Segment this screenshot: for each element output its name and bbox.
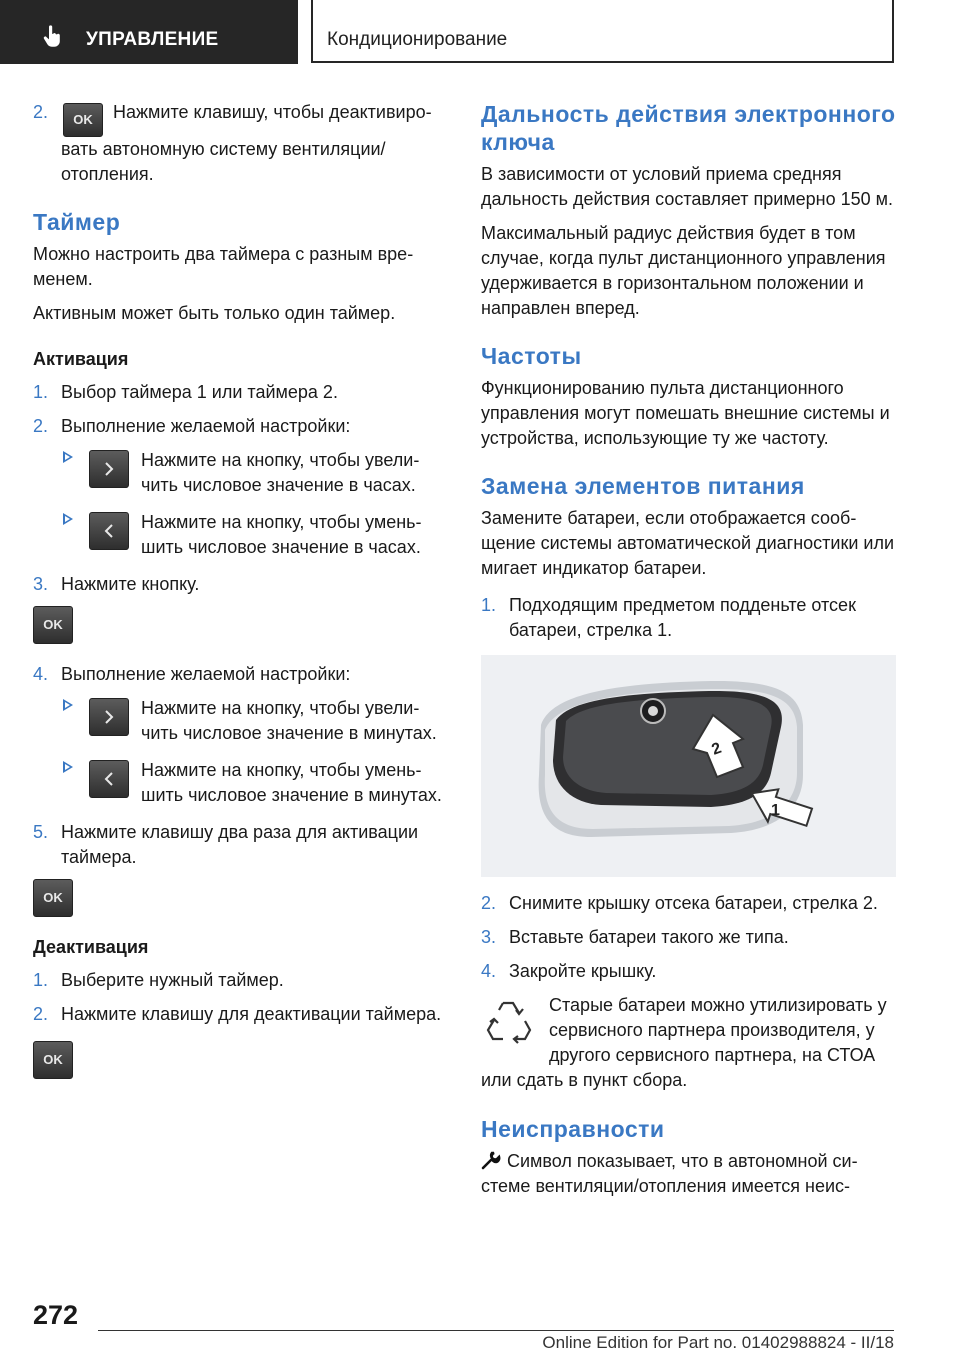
step-number: 3. xyxy=(33,573,49,594)
page-number: 272 xyxy=(33,1300,79,1330)
heading-frequencies: Частоты xyxy=(481,343,582,369)
substep-text: Нажмите на кнопку, чтобы уменьшить числовое значение в часах. xyxy=(141,511,422,557)
substep-text: Нажмите на кнопку, чтобы увеличить числовое значение в минутах. xyxy=(141,697,437,743)
deactivation-step-1 xyxy=(33,968,443,993)
battery-step-4 xyxy=(481,959,896,984)
bullet-triangle-icon xyxy=(63,513,73,525)
heading-faults: Неисправности xyxy=(481,1116,665,1142)
arrow-label-1: 1 xyxy=(771,802,780,819)
recycle-text: Старые батареи можно утилизировать у сервисного партнера производителя, у другого сервисного партнера, на СТОА или сдать в пункт сбора. xyxy=(481,995,887,1090)
timer-paragraph-1: Можно настроить два таймера с разным временем. xyxy=(33,243,414,289)
key-fob-image xyxy=(481,655,896,877)
heading-deactivation: Деактивация xyxy=(33,936,149,957)
heading-key-range: Дальность действия электронного ключа xyxy=(481,101,896,155)
activation-step-4a xyxy=(33,696,443,746)
ok-button-icon: OK xyxy=(63,103,103,137)
step-text: Выполнение желаемой настройки: xyxy=(61,415,351,436)
activation-step-2 xyxy=(33,414,443,439)
step-number: 4. xyxy=(33,663,49,684)
battery-paragraph-1: Замените батареи, если отображается сообщение системы автоматической диагностики или мигает индикатор батареи. xyxy=(481,508,895,578)
step-number: 2. xyxy=(33,415,49,436)
chevron-left-button-icon xyxy=(89,760,129,798)
header-subsection xyxy=(311,0,894,63)
battery-step-1 xyxy=(481,593,896,643)
wrench-icon xyxy=(481,1150,501,1170)
step-text: Закройте крышку. xyxy=(509,961,657,981)
ok-button-block xyxy=(33,879,443,917)
step-number: 2. xyxy=(33,1003,49,1024)
heading-activation: Активация xyxy=(33,348,129,369)
step-text: Выбор таймера 1 или таймера 2. xyxy=(61,381,338,402)
substep-text: Нажмите на кнопку, чтобы увеличить числовое значение в часах. xyxy=(141,449,420,495)
arrow-label-2: 2 xyxy=(709,739,724,759)
left-column xyxy=(33,100,443,1097)
recycle-icon xyxy=(481,993,537,1049)
step-text: Нажмите кнопку. xyxy=(61,573,200,594)
bullet-triangle-icon xyxy=(63,761,73,773)
step-number: 1. xyxy=(33,969,49,990)
header-subsection-title: Кондиционирование xyxy=(327,29,508,50)
step-text: Вставьте батареи такого же типа. xyxy=(509,927,789,947)
footer-edition: Online Edition for Part no. 01402988824 - II/18 xyxy=(542,1333,894,1352)
ok-button-icon: OK xyxy=(33,606,73,644)
header-section-title: УПРАВЛЕНИЕ xyxy=(86,29,219,50)
bullet-triangle-icon xyxy=(63,451,73,463)
key-fob-illustration xyxy=(481,655,896,877)
chevron-right-button-icon xyxy=(89,450,129,488)
faults-paragraph: Символ показывает, что в автономной системе вентиляции/отопления имеется неис- xyxy=(481,1151,858,1196)
step-text: Снимите крышку отсека батареи, стрелка 2. xyxy=(509,893,878,913)
activation-step-4 xyxy=(33,662,443,687)
range-paragraph-2: Максимальный радиус действия будет в том случае, когда пульт дистанционного управления удерживается в горизонтальном положении и направлен вперед. xyxy=(481,223,886,318)
activation-step-2b xyxy=(33,510,443,560)
step-deactivate-system xyxy=(33,100,443,187)
chevron-left-button-icon xyxy=(89,512,129,550)
range-paragraph-1: В зависимости от условий приема средняя дальность действия составляет примерно 150 м. xyxy=(481,164,894,209)
timer-paragraph-2: Активным может быть только один таймер. xyxy=(33,302,396,323)
step-number: 3. xyxy=(481,927,497,947)
step-text: Выберите нужный таймер. xyxy=(61,969,284,990)
header-section-tab[interactable] xyxy=(0,0,298,64)
right-column xyxy=(481,100,896,1208)
ok-button-block xyxy=(33,606,443,644)
activation-step-5 xyxy=(33,820,443,870)
step-number: 2. xyxy=(33,102,49,122)
activation-step-2a xyxy=(33,448,443,498)
heading-timer: Таймер xyxy=(33,208,121,235)
step-text: Выполнение желаемой настройки: xyxy=(61,663,351,684)
step-text: Нажмите клавишу, чтобы деактивировать автономную систему вентиляции/отопления. xyxy=(61,102,432,184)
ok-button-block xyxy=(33,1041,443,1079)
hand-pointer-icon xyxy=(40,24,64,48)
step-number: 5. xyxy=(33,821,49,842)
bullet-triangle-icon xyxy=(63,699,73,711)
recycle-note xyxy=(481,993,896,1093)
activation-step-3 xyxy=(33,572,443,597)
step-text: Нажмите клавишу для деактивации таймера. xyxy=(61,1003,442,1024)
ok-button-icon: OK xyxy=(33,1041,73,1079)
footer-divider xyxy=(98,1330,894,1331)
step-number: 4. xyxy=(481,961,497,981)
step-number: 1. xyxy=(481,595,497,615)
step-text: Подходящим предметом подденьте отсек батареи, стрелка 1. xyxy=(509,595,856,640)
battery-step-3 xyxy=(481,925,896,950)
step-number: 2. xyxy=(481,893,497,913)
substep-text: Нажмите на кнопку, чтобы уменьшить числовое значение в минутах. xyxy=(141,759,442,805)
chevron-right-button-icon xyxy=(89,698,129,736)
step-text: Нажмите клавишу два раза для активации таймера. xyxy=(61,821,419,867)
activation-step-4b xyxy=(33,758,443,808)
freq-paragraph-1: Функционированию пульта дистанционного управления могут помешать внешние системы и устройства, использующие ту же частоту. xyxy=(481,378,890,448)
activation-step-1 xyxy=(33,380,443,405)
deactivation-step-2 xyxy=(33,1002,443,1027)
heading-battery-replace: Замена элементов питания xyxy=(481,473,805,499)
step-number: 1. xyxy=(33,381,49,402)
battery-step-2 xyxy=(481,891,896,916)
ok-button-icon: OK xyxy=(33,879,73,917)
